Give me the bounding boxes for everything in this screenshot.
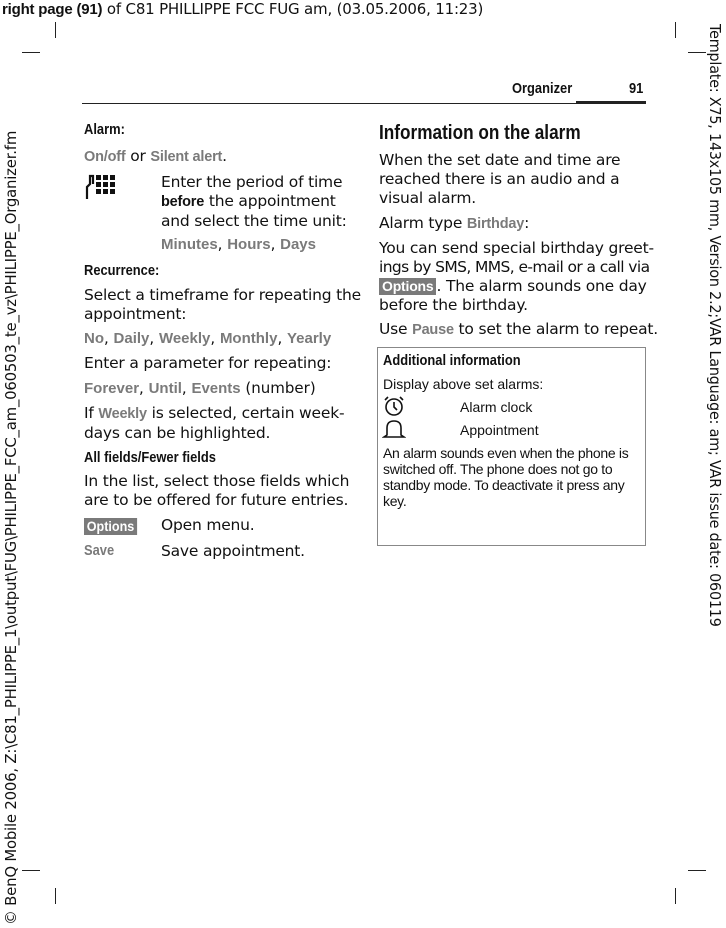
- recurrence-text: [84, 286, 361, 324]
- param-forever: Forever: [84, 380, 140, 397]
- type-birthday: Birthday: [466, 216, 525, 232]
- page-number: 91: [629, 80, 644, 97]
- fields-line-2: are to be offered for future entries.: [84, 491, 349, 509]
- save-softkey[interactable]: Save: [84, 542, 115, 559]
- crop-mark: [688, 870, 706, 871]
- crop-mark: [675, 22, 676, 38]
- bday-line-4: before the birthday.: [379, 296, 528, 314]
- crop-mark: [688, 52, 706, 53]
- period-line-2: [161, 192, 347, 212]
- softkey-options-row: [84, 516, 143, 535]
- alarm-options: [84, 147, 227, 167]
- pause-pre: Use: [379, 320, 413, 338]
- page-number-rule: [576, 101, 646, 103]
- recurrence-no: No: [84, 330, 104, 347]
- period-line-3: and select the time unit:: [161, 212, 347, 230]
- recurrence-line-1: Select a timeframe for repeating the: [84, 286, 361, 304]
- save-description: Save appointment.: [161, 542, 305, 560]
- crop-mark: [22, 870, 40, 871]
- print-header: [2, 0, 483, 19]
- bday-options-softkey[interactable]: Options: [379, 278, 436, 295]
- additional-info-note: [383, 445, 628, 509]
- weekly-line-1: [84, 404, 344, 424]
- template-info-side: Template: X75, 143x105 mm, Version 2.2;VAR Language: am; VAR issue date: 060119: [706, 24, 724, 627]
- print-header-rest: of C81 PHILLIPPE FCC FUG am, (03.05.2006, 11:23): [102, 0, 484, 18]
- period-line-2-rest: the appointment: [208, 192, 336, 210]
- period-line-1: Enter the period of time: [161, 173, 343, 191]
- alarm-type-line: [379, 214, 529, 234]
- bday-line-1: You can send special birthday greet-: [379, 239, 654, 257]
- param-until: Until: [148, 380, 182, 397]
- period-before: before: [161, 194, 205, 210]
- pause-word: Pause: [412, 322, 454, 338]
- section-title: Organizer: [512, 80, 573, 97]
- unit-days: Days: [280, 236, 316, 253]
- alarm-dot: .: [222, 147, 227, 165]
- bell-icon: [382, 418, 406, 440]
- param-options: Forever, Until, Events (number): [84, 379, 316, 397]
- period-text: [161, 173, 347, 231]
- additional-info-title: Additional information: [383, 352, 521, 369]
- print-header-bold: right page (91): [2, 1, 103, 18]
- type-pre: Alarm type: [379, 214, 467, 232]
- intro-line-3: visual alarm.: [379, 189, 476, 207]
- fields-line-1: In the list, select those fields which: [84, 472, 350, 490]
- note-line-3: standby mode. To deactivate it press any: [383, 477, 625, 493]
- recurrence-daily: Daily: [113, 330, 150, 347]
- weekly-post: is selected, certain week-: [146, 404, 345, 422]
- type-post: :: [524, 214, 530, 232]
- alarm-option-silent: Silent alert: [150, 149, 223, 165]
- unit-minutes: Minutes: [161, 236, 218, 253]
- recurrence-weekly: Weekly: [158, 330, 211, 347]
- crop-mark: [22, 52, 40, 53]
- weekly-line-2: days can be highlighted.: [84, 424, 271, 442]
- param-text: Enter a parameter for repeating:: [84, 354, 332, 372]
- bday-line-3: [379, 277, 654, 296]
- param-number: (number): [240, 379, 316, 397]
- header-rule: [82, 103, 646, 104]
- weekly-text: [84, 404, 344, 443]
- bday-line-3-rest: . The alarm sounds one day: [436, 277, 647, 295]
- alarm-info-intro: [379, 151, 620, 208]
- recurrence-yearly: Yearly: [286, 330, 332, 347]
- unit-hours: Hours: [227, 236, 271, 253]
- alarm-option-onoff: On/off: [84, 149, 126, 165]
- alarm-clock-label: Alarm clock: [460, 399, 533, 415]
- alarm-info-title: Information on the alarm: [379, 122, 581, 144]
- additional-info-intro: Display above set alarms:: [383, 376, 544, 392]
- param-events: Events: [191, 380, 241, 397]
- weekly-pre: If: [84, 404, 99, 422]
- fields-text: [84, 472, 349, 510]
- note-line-1: An alarm sounds even when the phone is: [383, 445, 629, 461]
- options-description: Open menu.: [161, 516, 255, 534]
- crop-mark: [55, 888, 56, 904]
- pause-post: to set the alarm to repeat.: [453, 320, 658, 338]
- crop-mark: [675, 888, 676, 904]
- recurrence-line-2: appointment:: [84, 305, 187, 323]
- options-softkey[interactable]: Options: [84, 518, 137, 535]
- alarm-or: or: [125, 147, 151, 165]
- intro-line-2: reached there is an audio and a: [379, 170, 620, 188]
- pause-line: [379, 320, 658, 340]
- copyright-side: © BenQ Mobile 2006, Z:\C81_PHILIPPE_1\output\FUG\PHILIPPE_FCC_am_060503_te_vz\PHILIPPE_Organizer.fm: [2, 130, 20, 925]
- note-line-4: key.: [383, 493, 407, 509]
- recurrence-heading: Recurrence:: [84, 262, 160, 279]
- appointment-label: Appointment: [460, 422, 539, 438]
- unit-options: Minutes, Hours, Days: [161, 235, 316, 253]
- crop-mark: [55, 22, 56, 38]
- bday-line-2: ings by SMS, MMS, e-mail or a call via: [379, 258, 650, 276]
- alarm-heading: Alarm:: [84, 121, 125, 138]
- intro-line-1: When the set date and time are: [379, 151, 621, 169]
- recurrence-monthly: Monthly: [219, 330, 278, 347]
- weekly-word: Weekly: [98, 406, 147, 422]
- recurrence-options: No, Daily, Weekly, Monthly, Yearly: [84, 329, 332, 347]
- fields-heading: All fields/Fewer fields: [84, 449, 216, 466]
- keypad-icon: [84, 172, 118, 202]
- alarm-clock-icon: [382, 395, 406, 417]
- birthday-text: [379, 239, 654, 315]
- note-line-2: switched off. The phone does not go to: [383, 461, 613, 477]
